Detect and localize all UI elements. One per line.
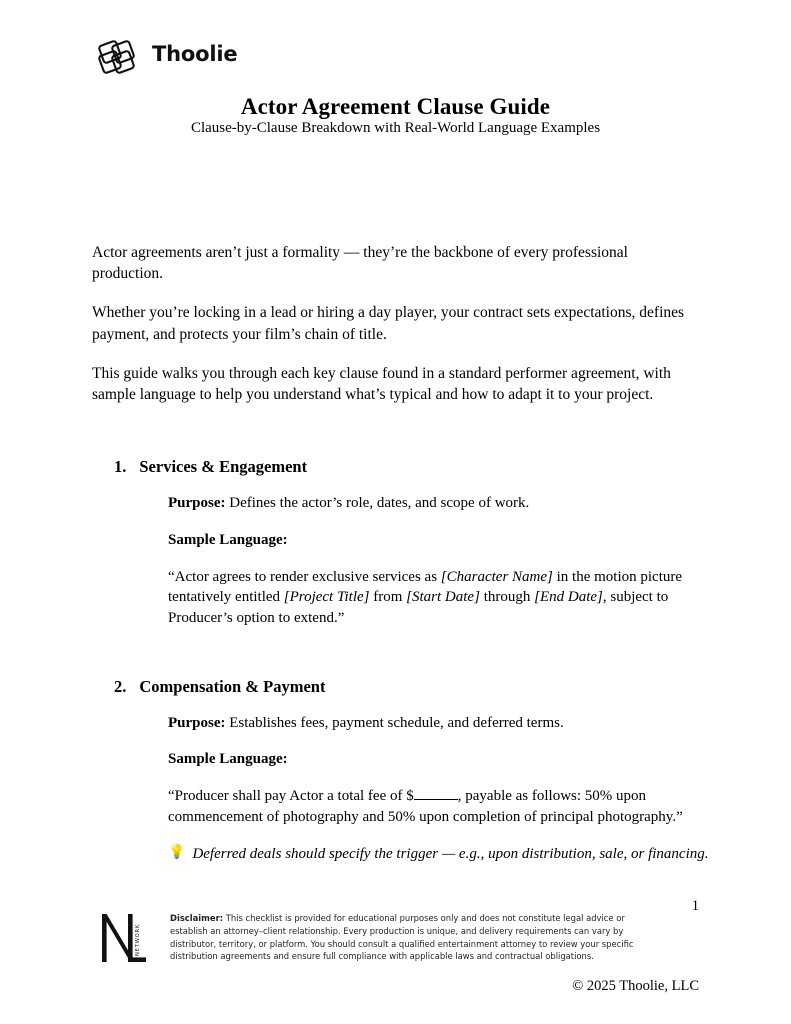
nl-network-logo-icon xyxy=(94,908,156,970)
brand-name: Thoolie xyxy=(152,42,238,66)
section-title: Compensation & Payment xyxy=(139,676,326,696)
svg-text:NETWORK: NETWORK xyxy=(135,923,141,956)
purpose-label: Purpose: xyxy=(168,495,226,512)
purpose-text: Defines the actor’s role, dates, and scope of work. xyxy=(229,495,530,512)
purpose-line xyxy=(168,713,713,733)
placeholder-token: [Character Name] xyxy=(440,568,553,585)
tip-note xyxy=(168,844,713,864)
page-number: 1 xyxy=(691,898,699,914)
sample-quote: “Producer shall pay Actor a total fee of $ , payable as follows: 50% upon commencement of photography and 50% upon completion of principal photography.” xyxy=(168,787,683,825)
section-heading xyxy=(114,457,692,477)
purpose-text: Establishes fees, payment schedule, and deferred terms. xyxy=(229,714,564,731)
sample-language-label: Sample Language: xyxy=(168,531,288,548)
placeholder-token: [Start Date] xyxy=(406,589,480,606)
page-subtitle: Clause-by-Clause Breakdown with Real-World Language Examples xyxy=(190,120,601,136)
disclaimer-text xyxy=(170,912,640,963)
section-body xyxy=(168,713,713,865)
clause-section xyxy=(92,457,692,628)
sample-quote: “Actor agrees to render exclusive services as [Character Name] in the motion picture tentatively entitled [Project Title] from [Start Date] through [End Date], subject to Producer’s option to extend.” xyxy=(168,568,683,627)
clause-sections xyxy=(92,457,709,864)
fill-in-blank xyxy=(414,799,458,800)
interlocking-squares-logo-icon xyxy=(94,30,142,78)
clause-section xyxy=(92,676,709,865)
document-body xyxy=(92,242,709,901)
section-body xyxy=(168,493,713,628)
purpose-label: Purpose: xyxy=(168,714,226,731)
placeholder-token: [End Date] xyxy=(534,589,603,606)
brand-header xyxy=(94,30,237,78)
purpose-line xyxy=(168,493,713,513)
disclaimer-body: This checklist is provided for educational purposes only and does not constitute legal advice or establish an attorney–client relationship. Every production is unique, and delivery requirements can vary by distributor, territory, or platform. You should consult a qualified entertainment attorney to review your specific distribution agreements and ensure full compliance with applicable laws and contractual obligations. xyxy=(170,913,634,962)
page-title: Actor Agreement Clause Guide xyxy=(240,94,551,119)
section-title: Services & Engagement xyxy=(139,457,308,477)
intro-paragraph: This guide walks you through each key clause found in a standard performer agreement, with sample language to help you understand what’s typical and how to adapt it to your project. xyxy=(92,364,671,404)
sample-language-label: Sample Language: xyxy=(168,750,288,767)
intro-paragraph: Actor agreements aren’t just a formality — they’re the backbone of every professional production. xyxy=(92,244,628,283)
tip-text: Deferred deals should specify the trigger — e.g., upon distribution, sale, or financing. xyxy=(192,846,709,863)
intro-paragraph: Whether you’re locking in a lead or hiring a day player, your contract sets expectations, defines payment, and protects your film’s chain of title. xyxy=(92,304,685,343)
section-number: 2. xyxy=(114,676,127,696)
placeholder-token: [Project Title] xyxy=(283,589,370,606)
disclaimer-label: Disclaimer: xyxy=(170,913,224,923)
section-heading xyxy=(114,677,692,697)
copyright-line: © 2025 Thoolie, LLC xyxy=(572,978,699,994)
section-number: 1. xyxy=(114,457,127,477)
document-footer xyxy=(94,908,704,970)
lightbulb-icon: 💡 xyxy=(168,845,186,861)
